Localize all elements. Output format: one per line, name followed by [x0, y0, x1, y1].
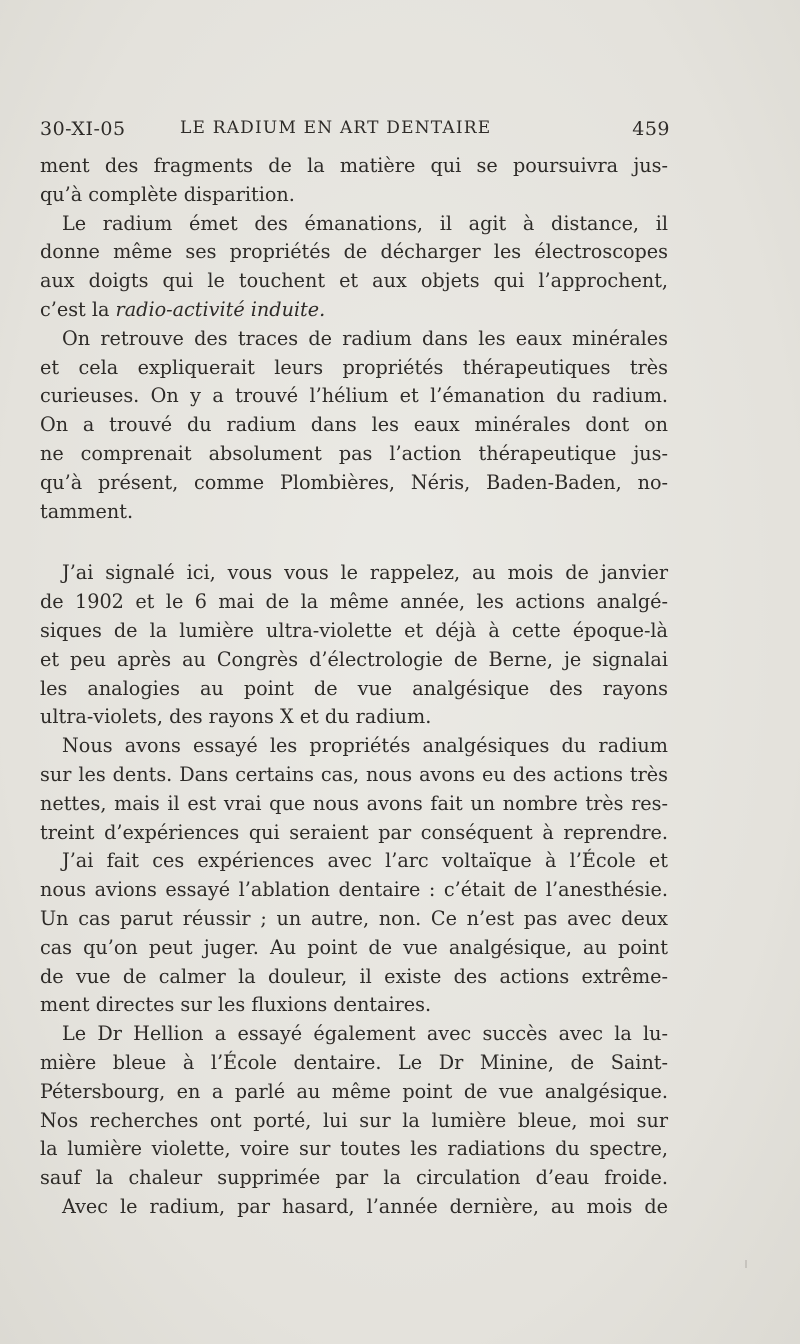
text-line-content: Le Dr Hellion a essayé également avec succès avec la lu-	[62, 1022, 668, 1046]
text-line	[40, 646, 668, 675]
text-line	[40, 790, 668, 819]
text-line	[40, 732, 668, 761]
text-line-content: ment directes sur les fluxions dentaires.	[40, 993, 432, 1017]
text-line-content: et cela expliquerait leurs propriétés thérapeutiques très	[40, 355, 668, 379]
text-line	[40, 382, 668, 411]
text-line-content: sauf la chaleur supprimée par la circulation d’eau froide.	[40, 1166, 668, 1190]
text-line	[40, 559, 668, 588]
text-line	[40, 411, 668, 440]
header-date: 30-XI-05	[40, 118, 126, 140]
paper-speck	[745, 1260, 747, 1268]
text-line	[40, 761, 668, 790]
text-line	[40, 934, 668, 963]
text-line-content: qu’à présent, comme Plombières, Néris, Baden-Baden, no-	[40, 470, 668, 494]
text-line	[40, 588, 668, 617]
italic-term: radio-activité induite.	[115, 297, 326, 321]
running-header	[40, 118, 670, 144]
text-line	[40, 703, 668, 732]
paragraph-gap	[40, 526, 668, 559]
text-line	[40, 1107, 668, 1136]
text-line	[40, 819, 668, 848]
text-line-content: nettes, mais il est vrai que nous avons fait un nombre très res-	[40, 791, 668, 815]
text-line-content: et peu après au Congrès d’électrologie de Berne, je signalai	[40, 647, 668, 671]
text-line-content: J’ai fait ces expériences avec l’arc voltaïque à l’École et	[62, 849, 668, 873]
text-line-content: J’ai signalé ici, vous vous le rappelez, au mois de janvier	[62, 561, 668, 585]
text-line-content: nous avions essayé l’ablation dentaire : c’était de l’anesthésie.	[40, 878, 668, 902]
text-line	[40, 238, 668, 267]
text-line-content: c’est la	[40, 297, 116, 321]
text-line	[40, 296, 668, 325]
body-text	[40, 152, 668, 1222]
text-line	[40, 1135, 668, 1164]
text-line	[40, 675, 668, 704]
text-line-content: ultra-violets, des rayons X et du radium.	[40, 705, 432, 729]
text-line-content: Le radium émet des émanations, il agit à distance, il	[62, 211, 668, 235]
text-line	[40, 905, 668, 934]
text-line	[40, 1078, 668, 1107]
text-line-content: ne comprenait absolument pas l’action thérapeutique jus-	[40, 441, 668, 465]
text-line-content: siques de la lumière ultra-violette et déjà à cette époque-là	[40, 618, 668, 642]
text-line-content: treint d’expériences qui seraient par conséquent à reprendre.	[40, 820, 668, 844]
text-line	[40, 267, 668, 296]
text-line-content: Pétersbourg, en a parlé au même point de vue analgésique.	[40, 1079, 668, 1103]
text-line	[40, 1049, 668, 1078]
header-title: LE RADIUM EN ART DENTAIRE	[180, 118, 492, 138]
text-line-content: On retrouve des traces de radium dans les eaux minérales	[62, 326, 668, 350]
text-line	[40, 210, 668, 239]
text-line	[40, 1193, 668, 1222]
text-line-content: Nos recherches ont porté, lui sur la lumière bleue, moi sur	[40, 1108, 668, 1132]
text-line	[40, 325, 668, 354]
text-line-content: sur les dents. Dans certains cas, nous avons eu des actions très	[40, 762, 668, 786]
text-line-content: les analogies au point de vue analgésique des rayons	[40, 676, 668, 700]
text-line-content: On a trouvé du radium dans les eaux minérales dont on	[40, 413, 668, 437]
text-line-content: aux doigts qui le touchent et aux objets qui l’approchent,	[40, 269, 668, 293]
text-line	[40, 498, 668, 527]
text-line	[40, 991, 668, 1020]
text-line	[40, 354, 668, 383]
text-line	[40, 152, 668, 181]
text-line-content: cas qu’on peut juger. Au point de vue analgésique, au point	[40, 935, 668, 959]
text-line-content: de 1902 et le 6 mai de la même année, les actions analgé-	[40, 590, 668, 614]
text-line	[40, 181, 668, 210]
text-line	[40, 847, 668, 876]
text-line	[40, 469, 668, 498]
text-line	[40, 963, 668, 992]
text-line-content: qu’à complète disparition.	[40, 182, 295, 206]
text-line-content: donne même ses propriétés de décharger les électroscopes	[40, 240, 668, 264]
text-line-content: Nous avons essayé les propriétés analgésiques du radium	[62, 734, 668, 758]
text-line	[40, 1020, 668, 1049]
text-line-content: ment des fragments de la matière qui se poursuivra jus-	[40, 154, 668, 177]
text-line-content: Un cas parut réussir ; un autre, non. Ce n’est pas avec deux	[40, 906, 668, 930]
text-line-content: Avec le radium, par hasard, l’année dernière, au mois de	[62, 1194, 668, 1218]
text-line	[40, 617, 668, 646]
text-line	[40, 876, 668, 905]
text-line-content: la lumière violette, voire sur toutes les radiations du spectre,	[40, 1137, 668, 1161]
text-line-content: tamment.	[40, 499, 134, 523]
text-line-content: de vue de calmer la douleur, il existe des actions extrême-	[40, 964, 668, 988]
text-line-content: curieuses. On y a trouvé l’hélium et l’émanation du radium.	[40, 384, 668, 408]
text-line	[40, 1164, 668, 1193]
page-number: 459	[632, 118, 670, 140]
text-line-content: mière bleue à l’École dentaire. Le Dr Minine, de Saint-	[40, 1050, 668, 1074]
text-line	[40, 440, 668, 469]
